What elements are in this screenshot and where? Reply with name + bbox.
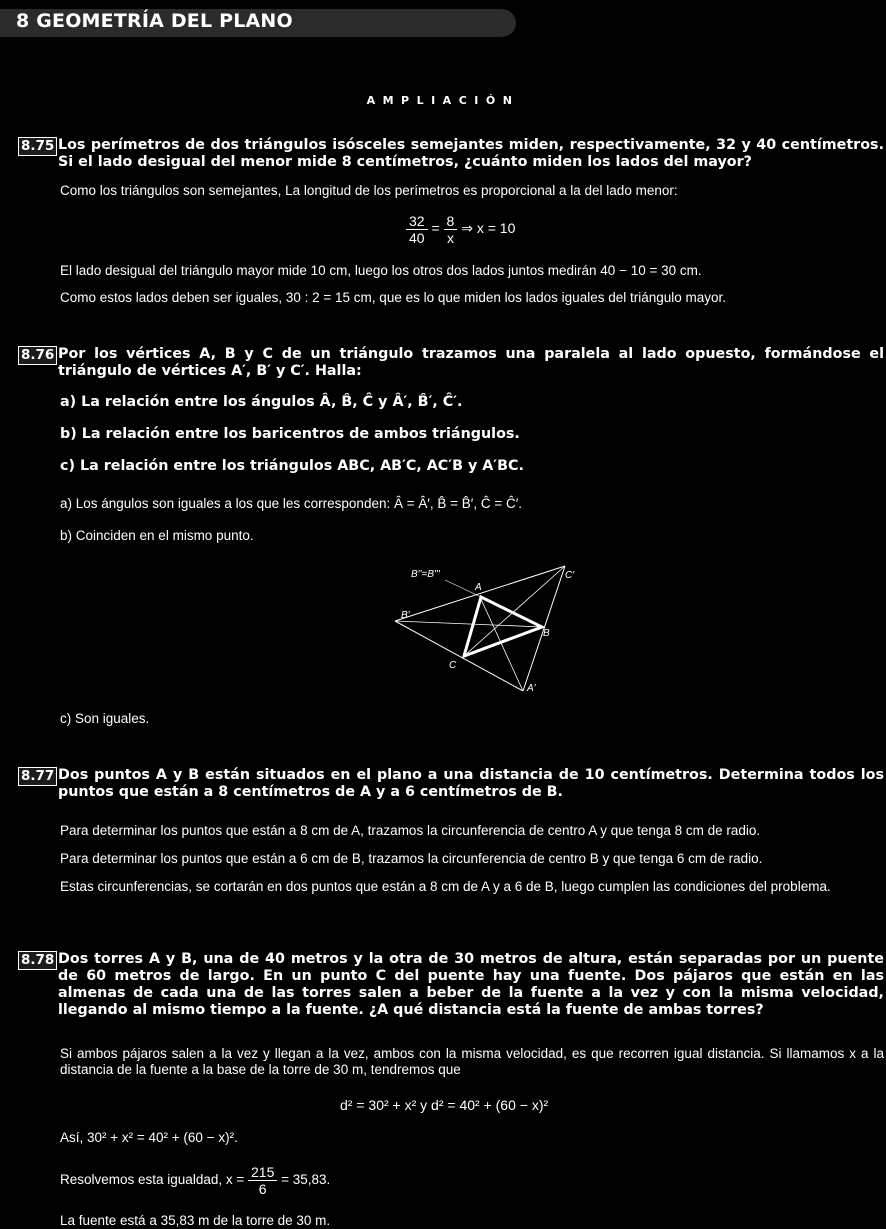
exercise-number: 8.77 (18, 767, 57, 786)
fraction-denominator: x (446, 230, 454, 246)
outer-triangle-side (395, 621, 523, 691)
solution-lead: Resolvemos esta igualdad, x = (60, 1172, 245, 1187)
answer-paragraph: Estas circunferencias, se cortarán en dos puntos que están a 8 cm de A y a 6 de B, luego cumplen las condiciones del problema. (60, 879, 831, 894)
fraction-numerator: 215 (248, 1164, 277, 1181)
exercise-question: Por los vértices A, B y C de un triángulo trazamos una paralela al lado opuesto, formándose el triángulo de vértices A′, B′ y C′. Halla: (58, 346, 884, 379)
answer-paragraph: El lado desigual del triángulo mayor mide 10 cm, luego los otros dos lados juntos medirán 40 − 10 = 30 cm. (60, 263, 702, 278)
median-line (395, 621, 543, 627)
median-line (480, 597, 523, 691)
answer-paragraph: La fuente está a 35,83 m de la torre de 30 m. (60, 1213, 331, 1228)
sub-question-b: b) La relación entre los baricentros de ambos triángulos. (60, 426, 520, 442)
answer-paragraph: Como los triángulos son semejantes, La longitud de los perímetros es proporcional a la del lado menor: (60, 183, 678, 198)
triangle-figure (385, 560, 585, 710)
fraction-numerator: 8 (444, 213, 458, 230)
formula-result: ⇒ x = 10 (461, 220, 516, 237)
figure-label: A' (527, 683, 536, 694)
answer-paragraph: Así, 30² + x² = 40² + (60 − x)². (60, 1130, 238, 1145)
figure-label: B' (401, 610, 410, 621)
exercise-number: 8.78 (18, 951, 57, 970)
exercise-question: Dos puntos A y B están situados en el plano a una distancia de 10 centímetros. Determina todos los puntos que están a 8 centímetros de A y a 6 centímetros de B. (58, 767, 884, 800)
fraction-denominator: 6 (258, 1180, 267, 1197)
solution-line (60, 1160, 884, 1200)
answer-paragraph: Como estos lados deben ser iguales, 30 : 2 = 15 cm, que es lo que miden los lados iguales del triángulo mayor. (60, 290, 727, 305)
exercise-question: Los perímetros de dos triángulos isósceles semejantes miden, respectivamente, 32 y 40 centímetros. Si el lado desigual del menor mide 8 centímetros, ¿cuánto miden los lados del mayor? (58, 137, 884, 170)
distance-formula: d² = 30² + x² y d² = 40² + (60 − x)² (340, 1097, 549, 1113)
answer-c: c) Son iguales. (60, 711, 150, 726)
figure-label: C (449, 660, 457, 671)
figure-label: B''=B''' (411, 569, 440, 580)
section-label: AMPLIACIÓN (366, 94, 520, 107)
answer-paragraph: Si ambos pájaros salen a la vez y llegan a la vez, ambos con la misma velocidad, es que recorren igual distancia. Si llamamos x a la distancia de la fuente a la base de la torre de 30 m, tendremos que (60, 1046, 884, 1077)
proportion-formula (406, 213, 515, 246)
figure-label: A (475, 582, 482, 593)
figure-label: C' (565, 570, 575, 581)
fraction-numerator: 32 (406, 213, 428, 230)
fraction-denominator: 40 (409, 230, 425, 246)
chapter-title: 8 GEOMETRÍA DEL PLANO (16, 10, 293, 32)
answer-paragraph: Para determinar los puntos que están a 6 cm de B, trazamos la circunferencia de centro B y que tenga 6 cm de radio. (60, 851, 763, 866)
answer-b: b) Coinciden en el mismo punto. (60, 528, 254, 543)
figure-label: B (543, 628, 550, 639)
sub-question-c: c) La relación entre los triángulos ABC, AB′C, AC′B y A′BC. (60, 458, 524, 474)
solution-tail: = 35,83. (281, 1172, 331, 1187)
exercise-number: 8.76 (18, 346, 57, 365)
answer-a: a) Los ángulos son iguales a los que les corresponden: Â = Â′, B̂ = B̂′, Ĉ = Ĉ′. (60, 496, 522, 511)
exercise-question: Dos torres A y B, una de 40 metros y la otra de 30 metros de altura, están separadas por un puente de 60 metros de largo. En un punto C del puente hay una fuente. Dos pájaros que están en las almenas de cada una de las torres salen a beber de la fuente a la vez y con la misma velocidad, llegando al mismo tiempo a la fuente. ¿A qué distancia está la fuente de ambas torres? (58, 951, 884, 1018)
answer-paragraph: Para determinar los puntos que están a 8 cm de A, trazamos la circunferencia de centro A y que tenga 8 cm de radio. (60, 823, 761, 838)
equals-sign: = (431, 220, 440, 237)
sub-question-a: a) La relación entre los ángulos Â, B̂, Ĉ y Â′, B̂′, Ĉ′. (60, 394, 463, 410)
exercise-number: 8.75 (18, 137, 57, 156)
